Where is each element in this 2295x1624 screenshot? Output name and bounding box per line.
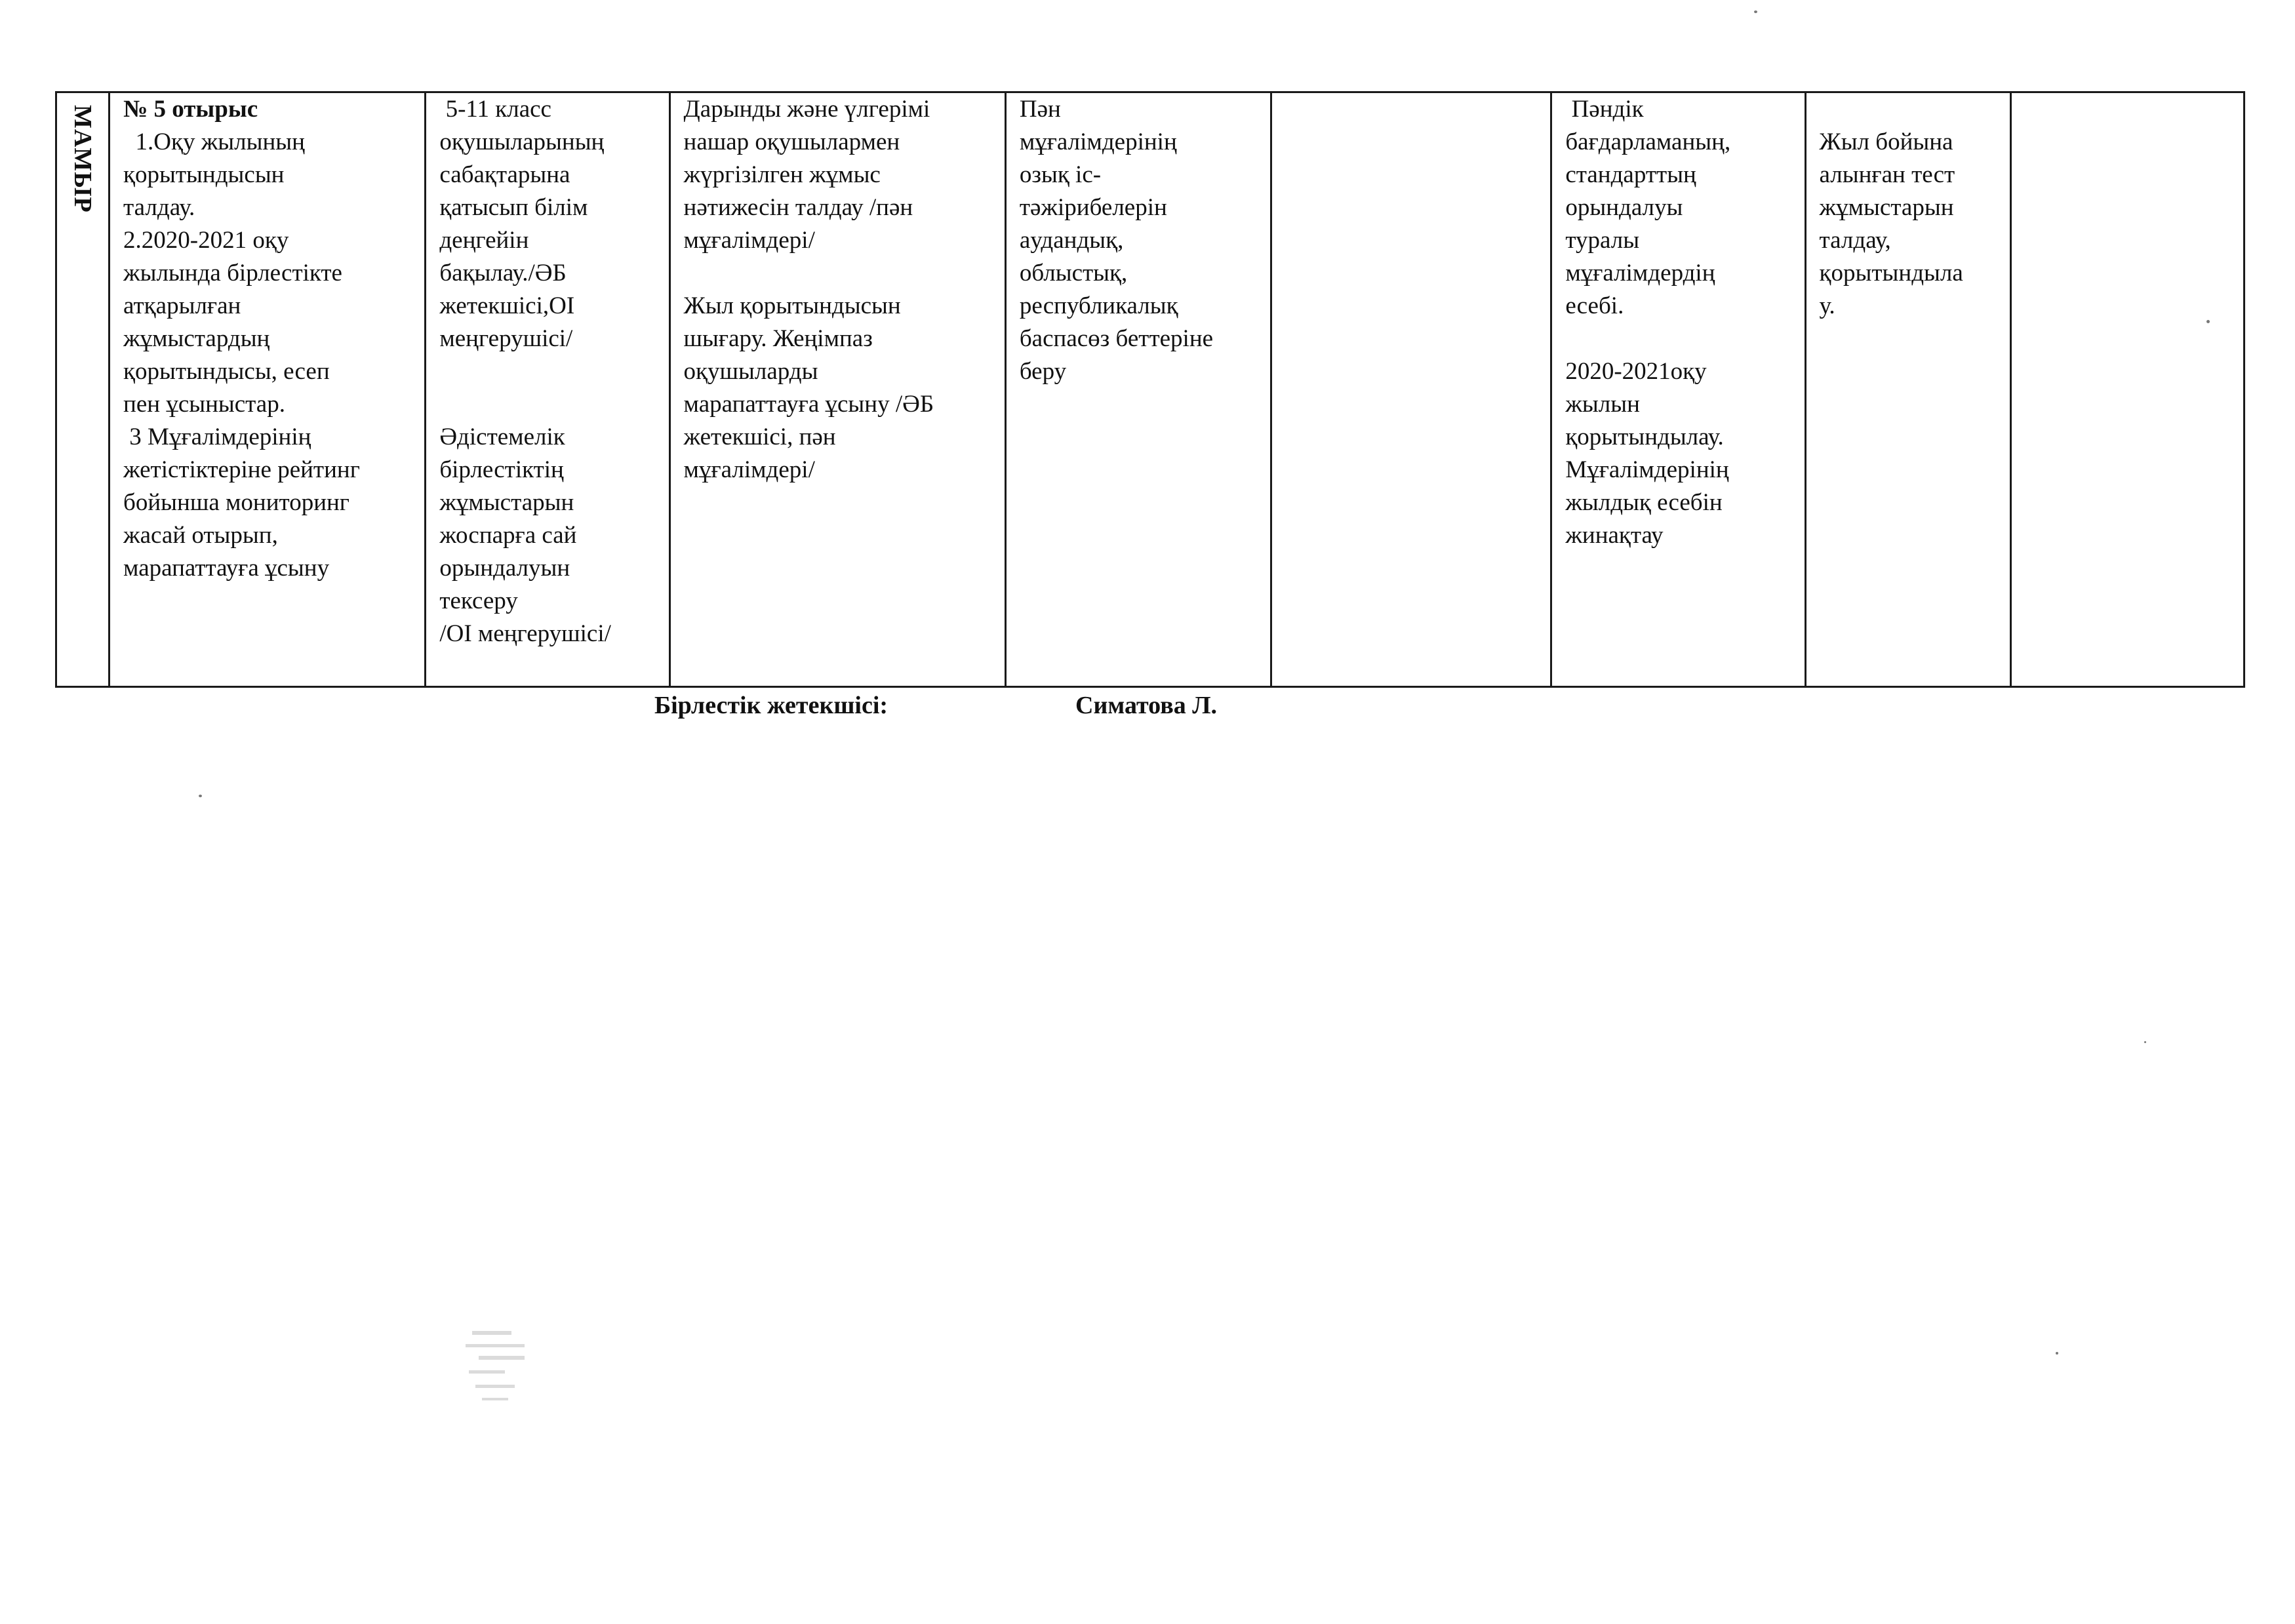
- scan-speck: [2056, 1352, 2058, 1355]
- scan-speck: [199, 795, 202, 797]
- experience-text: Пән мұғалімдерінің озық іс- тәжірибелерін aудандық, облыстық, республикалық баспасөз беттеріне беру: [1019, 96, 1214, 385]
- scan-smudge: [459, 1324, 538, 1410]
- scan-speck: [2144, 1041, 2146, 1043]
- month-label: МАМЫР: [69, 105, 97, 213]
- tests-cell: [1805, 92, 2010, 687]
- agenda-cell: [110, 92, 426, 687]
- control-text: 5-11 класс оқушыларының сабақтарына қатысып білім деңгейін бақылау./ӘБ жетекшісі,ОІ меңгерушісі/ Әдістемелік бірлестіктің жұмыстарын жоспарға сай орындалуын тексеру /ОІ меңгерушісі/: [439, 96, 611, 647]
- scan-speck: [2206, 320, 2210, 323]
- experience-cell: [1005, 92, 1271, 687]
- agenda-text: 1.Оқу жылының қорытындысын талдау. 2.2020-2021 оқу жылында бірлестікте атқарылған жұмыстардың қорытындысы, есеп пен ұсыныстар. 3 Мұғалімдерінің жетістіктеріне рейтинг бойынша мониторинг жасай отырып, марапаттауға ұсыну: [123, 129, 360, 582]
- plan-table: [55, 91, 2245, 688]
- last-cell: [2010, 92, 2244, 687]
- month-cell: [56, 92, 110, 687]
- empty-cell: [1271, 92, 1551, 687]
- student-work-text: Дарынды және үлгерімі нашар оқушылармен жүргізілген жұмыс нәтижесін талдау /пән мұғалімдері/ Жыл қорытындысын шығару. Жеңімпаз оқушыларды марапаттауға ұсыну /ӘБ жетекшісі, пән мұғалімдері/: [683, 96, 934, 483]
- signature-name: Симатова Л.: [1075, 692, 1218, 719]
- reports-text: Пәндік бағдарламаның, стандарттың орындалуы туралы мұғалімдердің есебі. 2020-2021оқу жылын қорытындылау. Мұғалімдерінің жылдық есебін жинақтау: [1565, 96, 1731, 549]
- signature-role: Бірлестік жетекшісі:: [654, 692, 888, 719]
- control-cell: [426, 92, 669, 687]
- scan-speck: [1754, 10, 1757, 13]
- student-work-cell: [669, 92, 1005, 687]
- tests-text: Жыл бойына алынған тест жұмыстарын талдау, қорытындыла у.: [1819, 129, 1963, 319]
- reports-cell: [1551, 92, 1805, 687]
- table-row: [56, 92, 2245, 687]
- session-title: № 5 отырыс: [123, 96, 258, 123]
